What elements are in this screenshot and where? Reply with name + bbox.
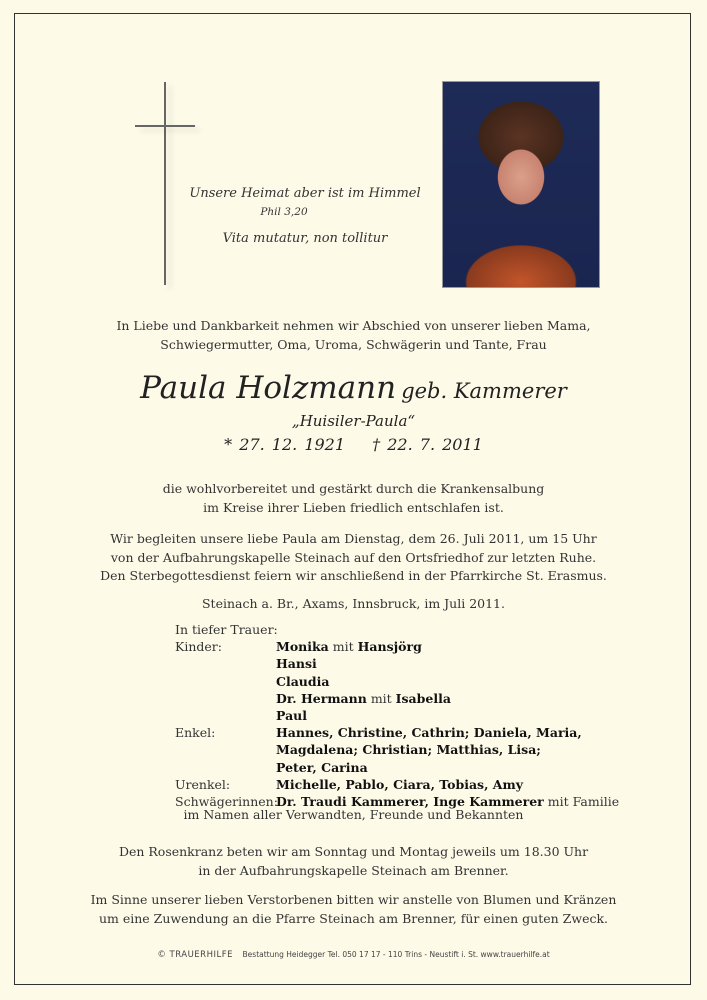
bible-verse: Unsere Heimat aber ist im Himmel	[189, 186, 421, 201]
life-dates	[60, 435, 647, 454]
mourners-heading: In tiefer Trauer:	[175, 622, 278, 637]
kinder-row: Monika mit Hansjörg	[276, 639, 422, 655]
urenkel-label: Urenkel:	[175, 776, 231, 792]
schwaegerinnen-label: Schwägerinnen:	[175, 793, 278, 809]
portrait-photo	[442, 81, 600, 288]
rosary-info: Den Rosenkranz beten wir am Sonntag und Montag jeweils um 18.30 Uhr in der Aufbahrungskapelle Steinach am Brenner.	[118, 844, 589, 878]
schwaegerinnen-row: Dr. Traudi Kammerer, Inge Kammerer mit Familie	[276, 793, 620, 809]
funeral-info: Wir begleiten unsere liebe Paula am Dienstag, dem 26. Juli 2011, um 15 Uhr von der Aufbahrungskapelle Steinach auf den Ortsfriedhof zur letzten Ruhe. Den Sterbegottesdienst feiern wir anschließend in der Pfarrkirche St. Erasmus.	[100, 531, 607, 583]
enkel-label: Enkel:	[175, 725, 216, 741]
nickname: „Huisiler-Paula“	[291, 412, 416, 430]
kinder-row: Dr. Hermann mit Isabella	[276, 690, 451, 706]
birth-name: geb. Kammerer	[401, 379, 567, 403]
full-name: Paula Holzmann	[140, 370, 397, 406]
kinder-row: Claudia	[276, 673, 330, 689]
kinder-row: Paul	[276, 707, 307, 723]
place-date: Steinach a. Br., Axams, Innsbruck, im Juli 2011.	[201, 596, 505, 611]
footer	[60, 950, 647, 960]
footer-text: Bestattung Heidegger Tel. 050 17 17 - 110 Trins - Neustift i. St. www.trauerhilfe.at	[242, 950, 550, 959]
kinder-row: Hansi	[276, 656, 317, 672]
enkel-row: Peter, Carina	[276, 759, 368, 775]
enkel-row: Magdalena; Christian; Matthias, Lisa;	[276, 742, 541, 758]
deceased-name	[60, 370, 647, 406]
enkel-row: Hannes, Christine, Cathrin; Daniela, Maria,	[276, 725, 582, 741]
donation-request: Im Sinne unserer lieben Verstorbenen bitten wir anstelle von Blumen und Kränzen um eine Zuwendung an die Pfarre Steinach am Brenner, für einen guten Zweck.	[90, 892, 617, 926]
urenkel-row: Michelle, Pablo, Ciara, Tobias, Amy	[276, 776, 523, 792]
kinder-label: Kinder:	[175, 639, 222, 655]
brand-logo: © TRAUERHILFE	[157, 950, 233, 960]
passing-text: die wohlvorbereitet und gestärkt durch die Krankensalbung im Kreise ihrer Lieben friedlich entschlafen ist.	[162, 481, 545, 515]
family-note: im Namen aller Verwandten, Freunde und Bekannten	[183, 807, 524, 822]
death-date: † 22. 7. 2011	[372, 435, 483, 454]
latin-quote: Vita mutatur, non tollitur	[222, 231, 388, 246]
verse-reference: Phil 3,20	[260, 206, 308, 218]
cross-icon	[164, 82, 166, 285]
cross-bar	[135, 125, 195, 127]
birth-date: * 27. 12. 1921	[224, 435, 346, 454]
intro-text: In Liebe und Dankbarkeit nehmen wir Abschied von unserer lieben Mama, Schwiegermutter, Oma, Uroma, Schwägerin und Tante, Frau	[116, 318, 591, 352]
